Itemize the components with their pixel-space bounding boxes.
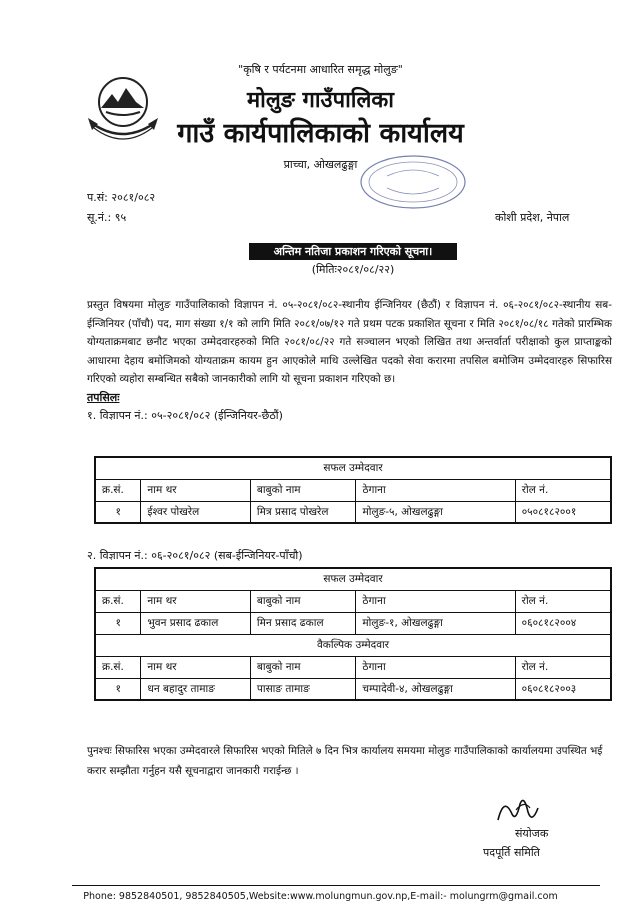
postscript-note <box>87 741 612 781</box>
success-candidates-label: सफल उम्मेदवार <box>95 457 611 479</box>
col-header: ठेगाना <box>356 590 515 612</box>
table-cell: १ <box>95 678 141 700</box>
col-header: क्र.सं. <box>95 479 141 501</box>
success-candidates-label: सफल उम्मेदवार <box>95 568 611 590</box>
signatory-title: संयोजक <box>515 827 549 840</box>
province-text: कोशी प्रदेश, नेपाल <box>495 211 570 224</box>
col-header: बाबुको नाम <box>250 590 356 612</box>
section-2-heading: २. विज्ञापन नं.: ०६-२०८१/०८२ (सब-ईन्जिनियर-पाँचौ) <box>87 549 303 562</box>
dispatch-number: सू.नं.: ९५ <box>87 211 127 224</box>
signature-icon <box>480 790 580 830</box>
tapasil-label: तपसिलः <box>87 391 120 404</box>
table-header-row <box>95 656 611 678</box>
table-cell: पासाङ तामाङ <box>250 678 356 700</box>
col-header: बाबुको नाम <box>250 479 356 501</box>
office-address: प्राच्चा, ओखलढुङ्गा <box>283 158 358 171</box>
footer-divider <box>72 885 600 886</box>
table-cell: ०६०८१८२००४ <box>515 612 611 634</box>
body-paragraph: प्रस्तुत विषयमा मोलुङ गाउँपालिकाको विज्ञापन नं. ०५-२०८१/०८२-स्थानीय ईन्जिनियर (छैठौं) र विज्ञापन नं. ०६-२०८१/०८२-स्थानीय सब-ईन्जिनियर (पाँचौ) पद, माग संख्या १/१ को लागि मिति २०८१/०७/१२ गते प्रथम पटक प्रकाशित सूचना र मिति २०८१/०८/१८ गतेको प्रारम्भिक योग्यताक्रमबाट छनौट भएका उम्मेदवारहरुको मिति २०८१/०८/२२ गते सञ्चालन भएको लिखित तथा अन्तर्वार्ता परीक्षाको कुल प्राप्ताङ्कको आधारमा देहाय बमोजिमको योग्यताक्रम कायम हुन आएकोले माथि उल्लेखित पदको सेवा करारमा तपसिल बमोजिम उम्मेदवारहरु सिफारिस गरिएको व्यहोरा सम्बन्धित सबैको जानकारीको लागि यो सूचना प्रकाशन गरिएको छ। <box>87 299 612 386</box>
table-header-row <box>95 590 611 612</box>
signatory-committee: पदपूर्ति समिति <box>483 846 540 859</box>
notice-date: (मितिः२०८१/०८/२२) <box>311 263 395 276</box>
col-header: रोल नं. <box>515 656 611 678</box>
table-header-row <box>95 479 611 501</box>
notice-title: अन्तिम नतिजा प्रकाशन गरिएको सूचना। <box>249 243 457 260</box>
col-header: नाम थर <box>141 656 250 678</box>
office-name: गाउँ कार्यपालिकाको कार्यालय <box>177 118 464 149</box>
table-cell: मोलुङ-५, ओखलढुङ्गा <box>356 501 515 523</box>
reference-number: प.सं: २०८१/०८२ <box>87 191 156 204</box>
municipality-name: मोलुङ गाउँपालिका <box>247 88 394 113</box>
col-header: क्र.सं. <box>95 656 141 678</box>
col-header: ठेगाना <box>356 656 515 678</box>
table-cell: चम्पादेवी-४, ओखलढुङ्गा <box>356 678 515 700</box>
table-cell: १ <box>95 612 141 634</box>
footer-contact: Phone: 9852840501, 9852840505,Website:www.molungmun.gov.np,E-mail:- molungrm@gmail.com <box>83 891 558 902</box>
col-header: क्र.सं. <box>95 590 141 612</box>
col-header: नाम थर <box>141 479 251 501</box>
table-cell: मित्र प्रसाद पोखरेल <box>250 501 356 523</box>
table-cell: ०५०८१८२००१ <box>515 501 611 523</box>
result-table-1 <box>94 456 612 524</box>
postscript-text: सिफारिस भएका उम्मेदवारले सिफारिस भएको मितिले ७ दिन भित्र कार्यालय समयमा मोलुङ गाउँपालिकाको कार्यालयमा उपस्थित भई करार सम्झौता गर्नुहन यसै सूचनाद्वारा जानकारी गराईन्छ । <box>87 745 603 777</box>
table-row <box>95 501 611 523</box>
result-table-2 <box>94 567 612 701</box>
table-cell: भुवन प्रसाद ढकाल <box>141 612 250 634</box>
col-header: रोल नं. <box>515 479 611 501</box>
alternate-candidates-label: वैकल्पिक उम्मेदवार <box>95 634 611 656</box>
postscript-label: पुनश्चः <box>87 745 112 757</box>
table-cell: धन बहादुर तामाङ <box>141 678 250 700</box>
table-cell: मिन प्रसाद ढकाल <box>250 612 356 634</box>
table-row <box>95 612 611 634</box>
table-row <box>95 678 611 700</box>
col-header: रोल नं. <box>515 590 611 612</box>
office-stamp-icon <box>357 152 469 212</box>
col-header: ठेगाना <box>356 479 515 501</box>
table-cell: १ <box>95 501 141 523</box>
col-header: नाम थर <box>141 590 250 612</box>
table-cell: ०६०८१८२००३ <box>515 678 611 700</box>
section-1-heading: १. विज्ञापन नं.: ०५-२०८१/०८२ (ईन्जिनियर-छैठौं) <box>87 409 283 422</box>
table-cell: ईश्वर पोखरेल <box>141 501 251 523</box>
motto: "कृषि र पर्यटनमा आधारित समृद्ध मोलुङ" <box>238 63 403 76</box>
table-cell: मोलुङ-१, ओखलढुङ्गा <box>356 612 515 634</box>
col-header: बाबुको नाम <box>250 656 356 678</box>
